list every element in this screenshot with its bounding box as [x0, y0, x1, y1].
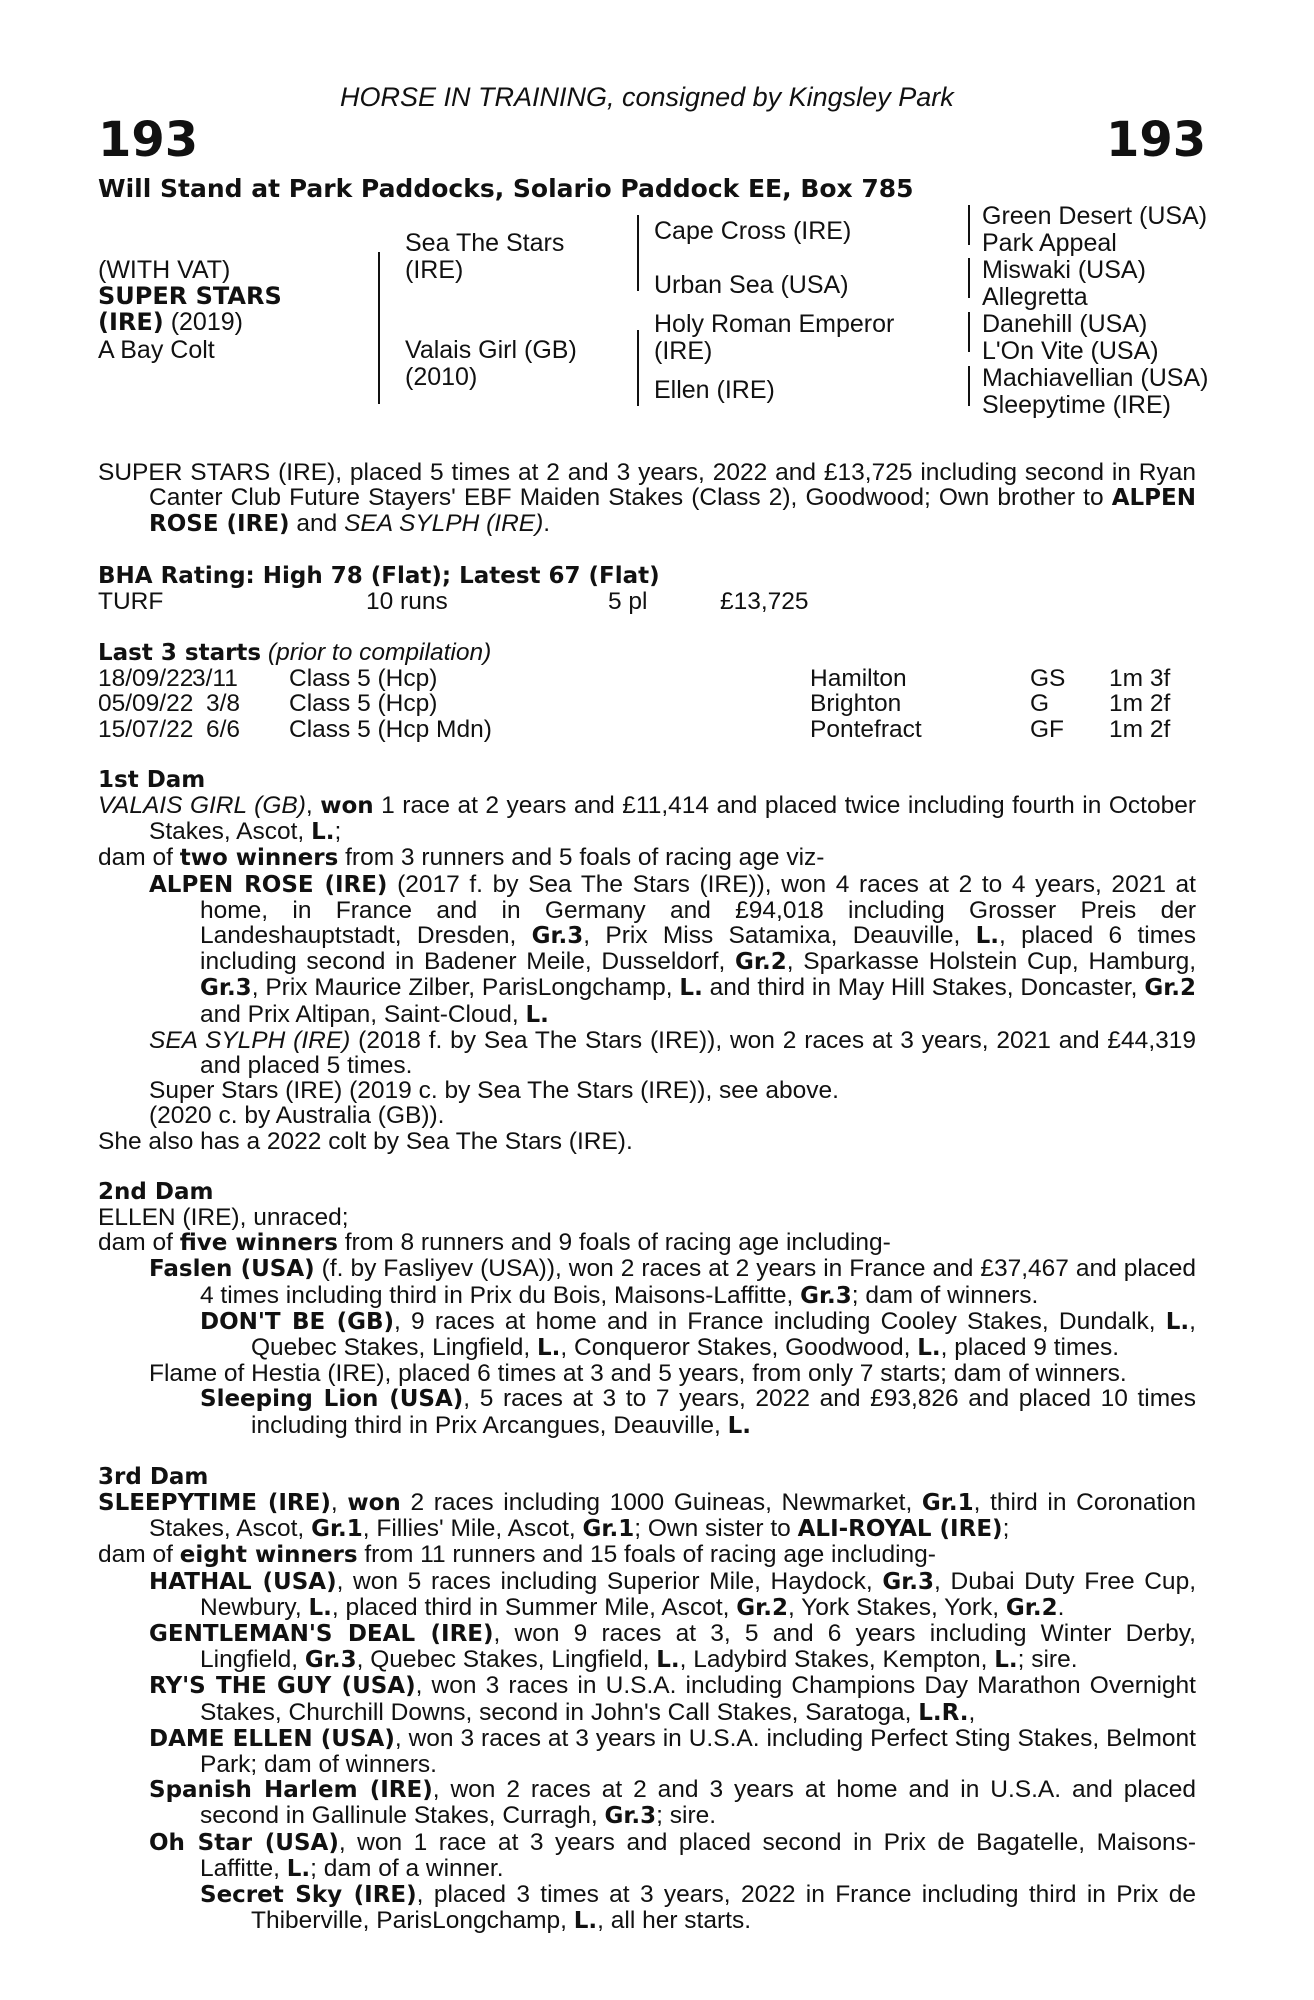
bha-surface: TURF	[98, 587, 164, 615]
intro-text: SUPER STARS (IRE), placed 5 times at 2 and 3 years, 2022 and £13,725 including second in Ryan Canter Club Future Stayers' EBF Maiden Stakes (Class 2), Goodwood; Own brother to	[98, 459, 1196, 512]
produce-oh-star: Oh Star (USA), won 1 race at 3 years and placed second in Prix de Bagatelle, Maisons-Laffitte, L.; dam of a winner.	[149, 1828, 1196, 1882]
last-starts-title: Last 3 starts	[98, 640, 262, 666]
produce-sleeping-lion: Sleeping Lion (USA), 5 races at 3 to 7 years, 2022 and £93,826 and placed 10 times including third in Prix Arcangues, Deauville, L.	[200, 1385, 1196, 1439]
catalogue-body	[98, 460, 1196, 1935]
g6: L'On Vite (USA)	[982, 337, 1159, 365]
start-row: 05/09/22 3/8 Class 5 (Hcp) Brighton G 1m 2f	[98, 690, 1171, 718]
first-dam-summary: VALAIS GIRL (GB), won 1 race at 2 years and £11,414 and placed twice including fourth in October Stakes, Ascot, L.;	[98, 791, 1196, 846]
first-dam-produce-summary: dam of two winners from 3 runners and 5 foals of racing age viz-	[98, 844, 825, 872]
produce-2020: (2020 c. by Australia (GB)).	[149, 1102, 445, 1130]
brace-g4	[968, 366, 970, 406]
intro-end: .	[543, 510, 551, 538]
intro-sister: SEA SYLPH (IRE)	[344, 510, 544, 538]
g5: Danehill (USA)	[982, 310, 1148, 338]
produce-2022: She also has a 2022 colt by Sea The Stars (IRE).	[98, 1127, 633, 1155]
produce-spanish-harlem: Spanish Harlem (IRE), won 2 races at 2 and 3 years at home and in U.S.A. and placed second in Gallinule Stakes, Curragh, Gr.3; sire.	[149, 1776, 1196, 1830]
produce-gentlemans-deal: GENTLEMAN'S DEAL (IRE), won 9 races at 3, 5 and 6 years including Winter Derby, Lingfield, Gr.3, Quebec Stakes, Lingfield, L., Ladybird Stakes, Kempton, L.; sire.	[149, 1620, 1196, 1674]
first-dam-heading: 1st Dam	[98, 766, 206, 793]
produce-sea-sylph: SEA SYLPH (IRE) (2018 f. by Sea The Stars (IRE)), won 2 races at 3 years, 2021 and £44,319 and placed 5 times.	[149, 1026, 1196, 1079]
horse-description: A Bay Colt	[98, 336, 215, 364]
sire-dam: Urban Sea (USA)	[654, 271, 849, 299]
third-dam-summary: SLEEPYTIME (IRE), won 2 races including 1000 Guineas, Newmarket, Gr.1, third in Coronation Stakes, Ascot, Gr.1, Fillies' Mile, Ascot, Gr.1; Own sister to ALI-ROYAL (IRE);	[98, 1489, 1196, 1543]
intro-brother: ALPEN ROSE (IRE)	[149, 485, 1196, 538]
vat-label: (WITH VAT)	[98, 256, 231, 284]
sire-name-line1: Sea The Stars	[405, 229, 565, 257]
produce-faslen: Faslen (USA) (f. by Fasliyev (USA)), won 2 races at 2 years in France and £37,467 and placed 4 times including third in Prix du Bois, Maisons-Laffitte, Gr.3; dam of winners.	[149, 1255, 1196, 1309]
second-dam-produce-summary: dam of five winners from 8 runners and 9 foals of racing age including-	[98, 1229, 891, 1257]
g2: Park Appeal	[982, 229, 1117, 257]
dam-name-line2: (2010)	[405, 363, 478, 391]
produce-hathal: HATHAL (USA), won 5 races including Superior Mile, Haydock, Gr.3, Dubai Duty Free Cup, Newbury, L., placed third in Summer Mile, Ascot, Gr.2, York Stakes, York, Gr.2.	[149, 1567, 1196, 1621]
lot-number-right: 193	[1106, 112, 1207, 168]
sire-sire: Cape Cross (IRE)	[654, 217, 852, 245]
produce-dont-be: DON'T BE (GB), 9 races at home and in France including Cooley Stakes, Dundalk, L., Quebec Stakes, Lingfield, L., Conqueror Stakes, Goodwood, L., placed 9 times.	[200, 1307, 1196, 1362]
third-dam-produce-summary: dam of eight winners from 11 runners and 15 foals of racing age including-	[98, 1541, 936, 1569]
produce-alpen-rose: ALPEN ROSE (IRE) (2017 f. by Sea The Stars (IRE)), won 4 races at 2 to 4 years, 2021 at home, in France and in Germany and £94,018 including Grosser Preis der Landeshauptstadt, Dresden, Gr.3, Prix Miss Satamixa, Deauville, L., placed 6 times including second in Badener Meile, Dusseldorf, Gr.2, Sparkasse Holstein Cup, Hamburg, Gr.3, Prix Maurice Zilber, ParisLongchamp, L. and third in May Hill Stakes, Doncaster, Gr.2 and Prix Altipan, Saint-Cloud, L.	[149, 870, 1197, 1028]
last-starts-heading	[98, 640, 1196, 666]
second-dam-summary: ELLEN (IRE), unraced;	[98, 1204, 349, 1232]
dam-name-line1: Valais Girl (GB)	[405, 336, 577, 364]
bha-runs: 10 runs	[366, 587, 448, 615]
produce-rys-the-guy: RY'S THE GUY (USA), won 3 races in U.S.A. including Champions Day Marathon Overnight Stakes, Churchill Downs, second in John's Call Stakes, Saratoga, L.R.,	[149, 1672, 1196, 1726]
brace-sire-line	[637, 215, 639, 291]
produce-dame-ellen: DAME ELLEN (USA), won 3 races at 3 years in U.S.A. including Perfect Sting Stakes, Belmont Park; dam of winners.	[149, 1724, 1196, 1779]
second-dam-heading: 2nd Dam	[98, 1178, 214, 1205]
page-subtitle: HORSE IN TRAINING, consigned by Kingsley Park	[340, 82, 954, 112]
horse-name: SUPER STARS	[98, 282, 282, 310]
g1: Green Desert (USA)	[982, 202, 1208, 230]
start-row: 18/09/22 3/11 Class 5 (Hcp) Hamilton GS 1m 3f	[98, 665, 1171, 693]
brace-sire-dam	[378, 252, 380, 404]
g3: Miswaki (USA)	[982, 256, 1146, 284]
g4: Allegretta	[982, 283, 1088, 311]
third-dam-heading: 3rd Dam	[98, 1463, 209, 1490]
brace-dam-line	[637, 330, 639, 406]
produce-secret-sky: Secret Sky (IRE), placed 3 times at 3 years, 2022 in France including third in Prix de Thiberville, ParisLongchamp, L., all her starts.	[200, 1881, 1196, 1935]
stand-location: Will Stand at Park Paddocks, Solario Paddock EE, Box 785	[98, 174, 914, 203]
dam-sire-line2: (IRE)	[654, 337, 713, 365]
horse-country: (IRE)	[98, 308, 164, 336]
bha-rating: BHA Rating: High 78 (Flat); Latest 67 (Flat)	[98, 562, 660, 589]
brace-g1	[968, 205, 970, 245]
dam-dam: Ellen (IRE)	[654, 376, 775, 404]
start-row: 15/07/22 6/6 Class 5 (Hcp Mdn) Pontefract GF 1m 2f	[98, 715, 1171, 743]
horse-name-year	[98, 309, 243, 336]
horse-year: (2019)	[163, 308, 243, 336]
produce-super-stars: Super Stars (IRE) (2019 c. by Sea The Stars (IRE)), see above.	[149, 1077, 839, 1105]
sire-name-line2: (IRE)	[405, 256, 464, 284]
brace-g3	[968, 312, 970, 352]
lot-number-left: 193	[98, 112, 199, 168]
produce-flame-of-hestia: Flame of Hestia (IRE), placed 6 times at 3 and 5 years, from only 7 starts; dam of winners.	[149, 1360, 1127, 1388]
bha-placed: 5 pl	[608, 587, 648, 615]
bha-record-row	[98, 589, 1196, 614]
intro-paragraph	[98, 460, 1196, 538]
g7: Machiavellian (USA)	[982, 364, 1209, 392]
last-starts-note: (prior to compilation)	[261, 639, 492, 666]
intro-and: and	[289, 510, 345, 538]
g8: Sleepytime (IRE)	[982, 391, 1171, 419]
bha-money: £13,725	[720, 587, 809, 615]
brace-g2	[968, 258, 970, 298]
dam-sire-line1: Holy Roman Emperor	[654, 310, 895, 338]
